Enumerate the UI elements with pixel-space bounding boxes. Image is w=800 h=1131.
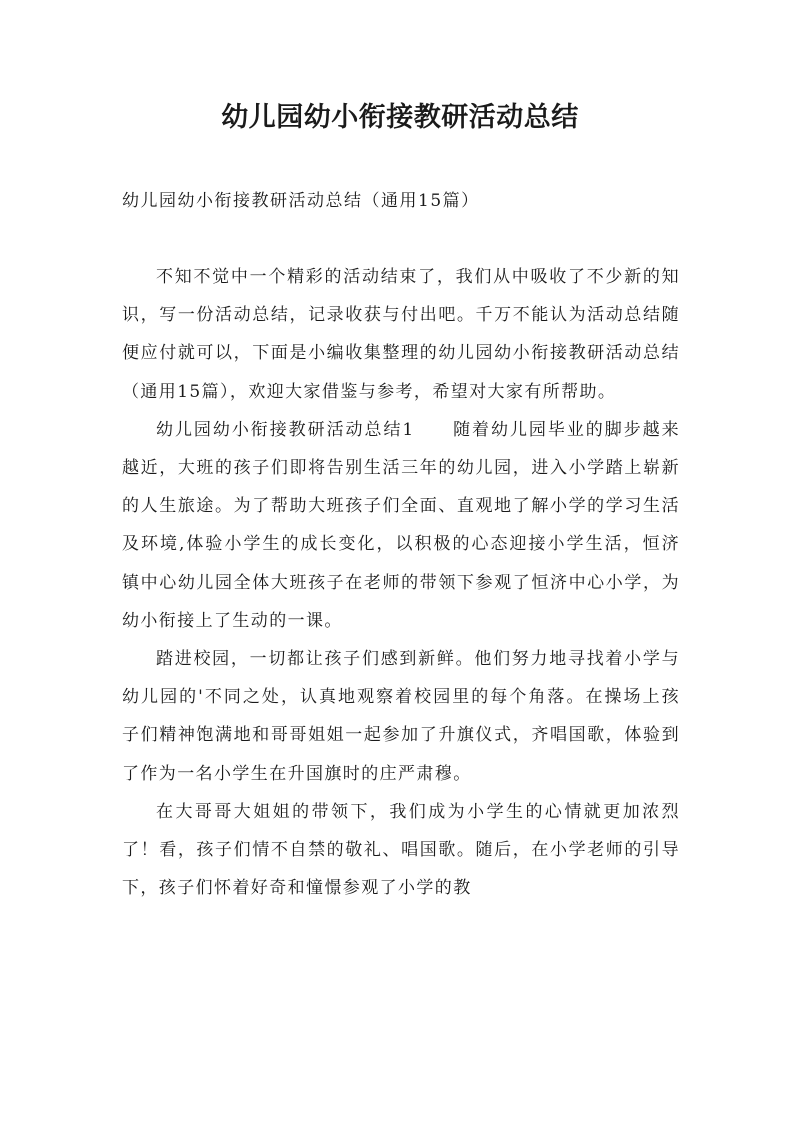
document-body [122, 258, 680, 907]
paragraph-campus: 踏进校园，一切都让孩子们感到新鲜。他们努力地寻找着小学与幼儿园的'不同之处，认真地观察着校园里的每个角落。在操场上孩子们精神饱满地和哥哥姐姐一起参加了升旗仪式，齐唱国歌，体验到了作为一名小学生在升国旗时的庄严肃穆。 [122, 649, 680, 784]
paragraph-intro: 不知不觉中一个精彩的活动结束了，我们从中吸收了不少新的知识，写一份活动总结，记录收获与付出吧。千万不能认为活动总结随便应付就可以，下面是小编收集整理的幼儿园幼小衔接教研活动总结（通用15篇），欢迎大家借鉴与参考，希望对大家有所帮助。 [122, 267, 680, 402]
document-title: 幼儿园幼小衔接教研活动总结 [221, 102, 579, 133]
paragraph-guided-tour: 在大哥哥大姐姐的带领下，我们成为小学生的心情就更加浓烈了！看，孩子们情不自禁的敬礼、唱国歌。随后，在小学老师的引导下，孩子们怀着好奇和憧憬参观了小学的教 [122, 801, 680, 899]
paragraph-summary-1: 幼儿园幼小衔接教研活动总结1 随着幼儿园毕业的脚步越来越近，大班的孩子们即将告别生活三年的幼儿园，进入小学踏上崭新的人生旅途。为了帮助大班孩子们全面、直观地了解小学的学习生活及环境,体验小学生的成长变化，以积极的心态迎接小学生活，恒济镇中心幼儿园全体大班孩子在老师的带领下参观了恒济中心小学，为幼小衔接上了生动的一课。 [122, 419, 680, 631]
document-subtitle: 幼儿园幼小衔接教研活动总结（通用15篇） [122, 191, 480, 211]
